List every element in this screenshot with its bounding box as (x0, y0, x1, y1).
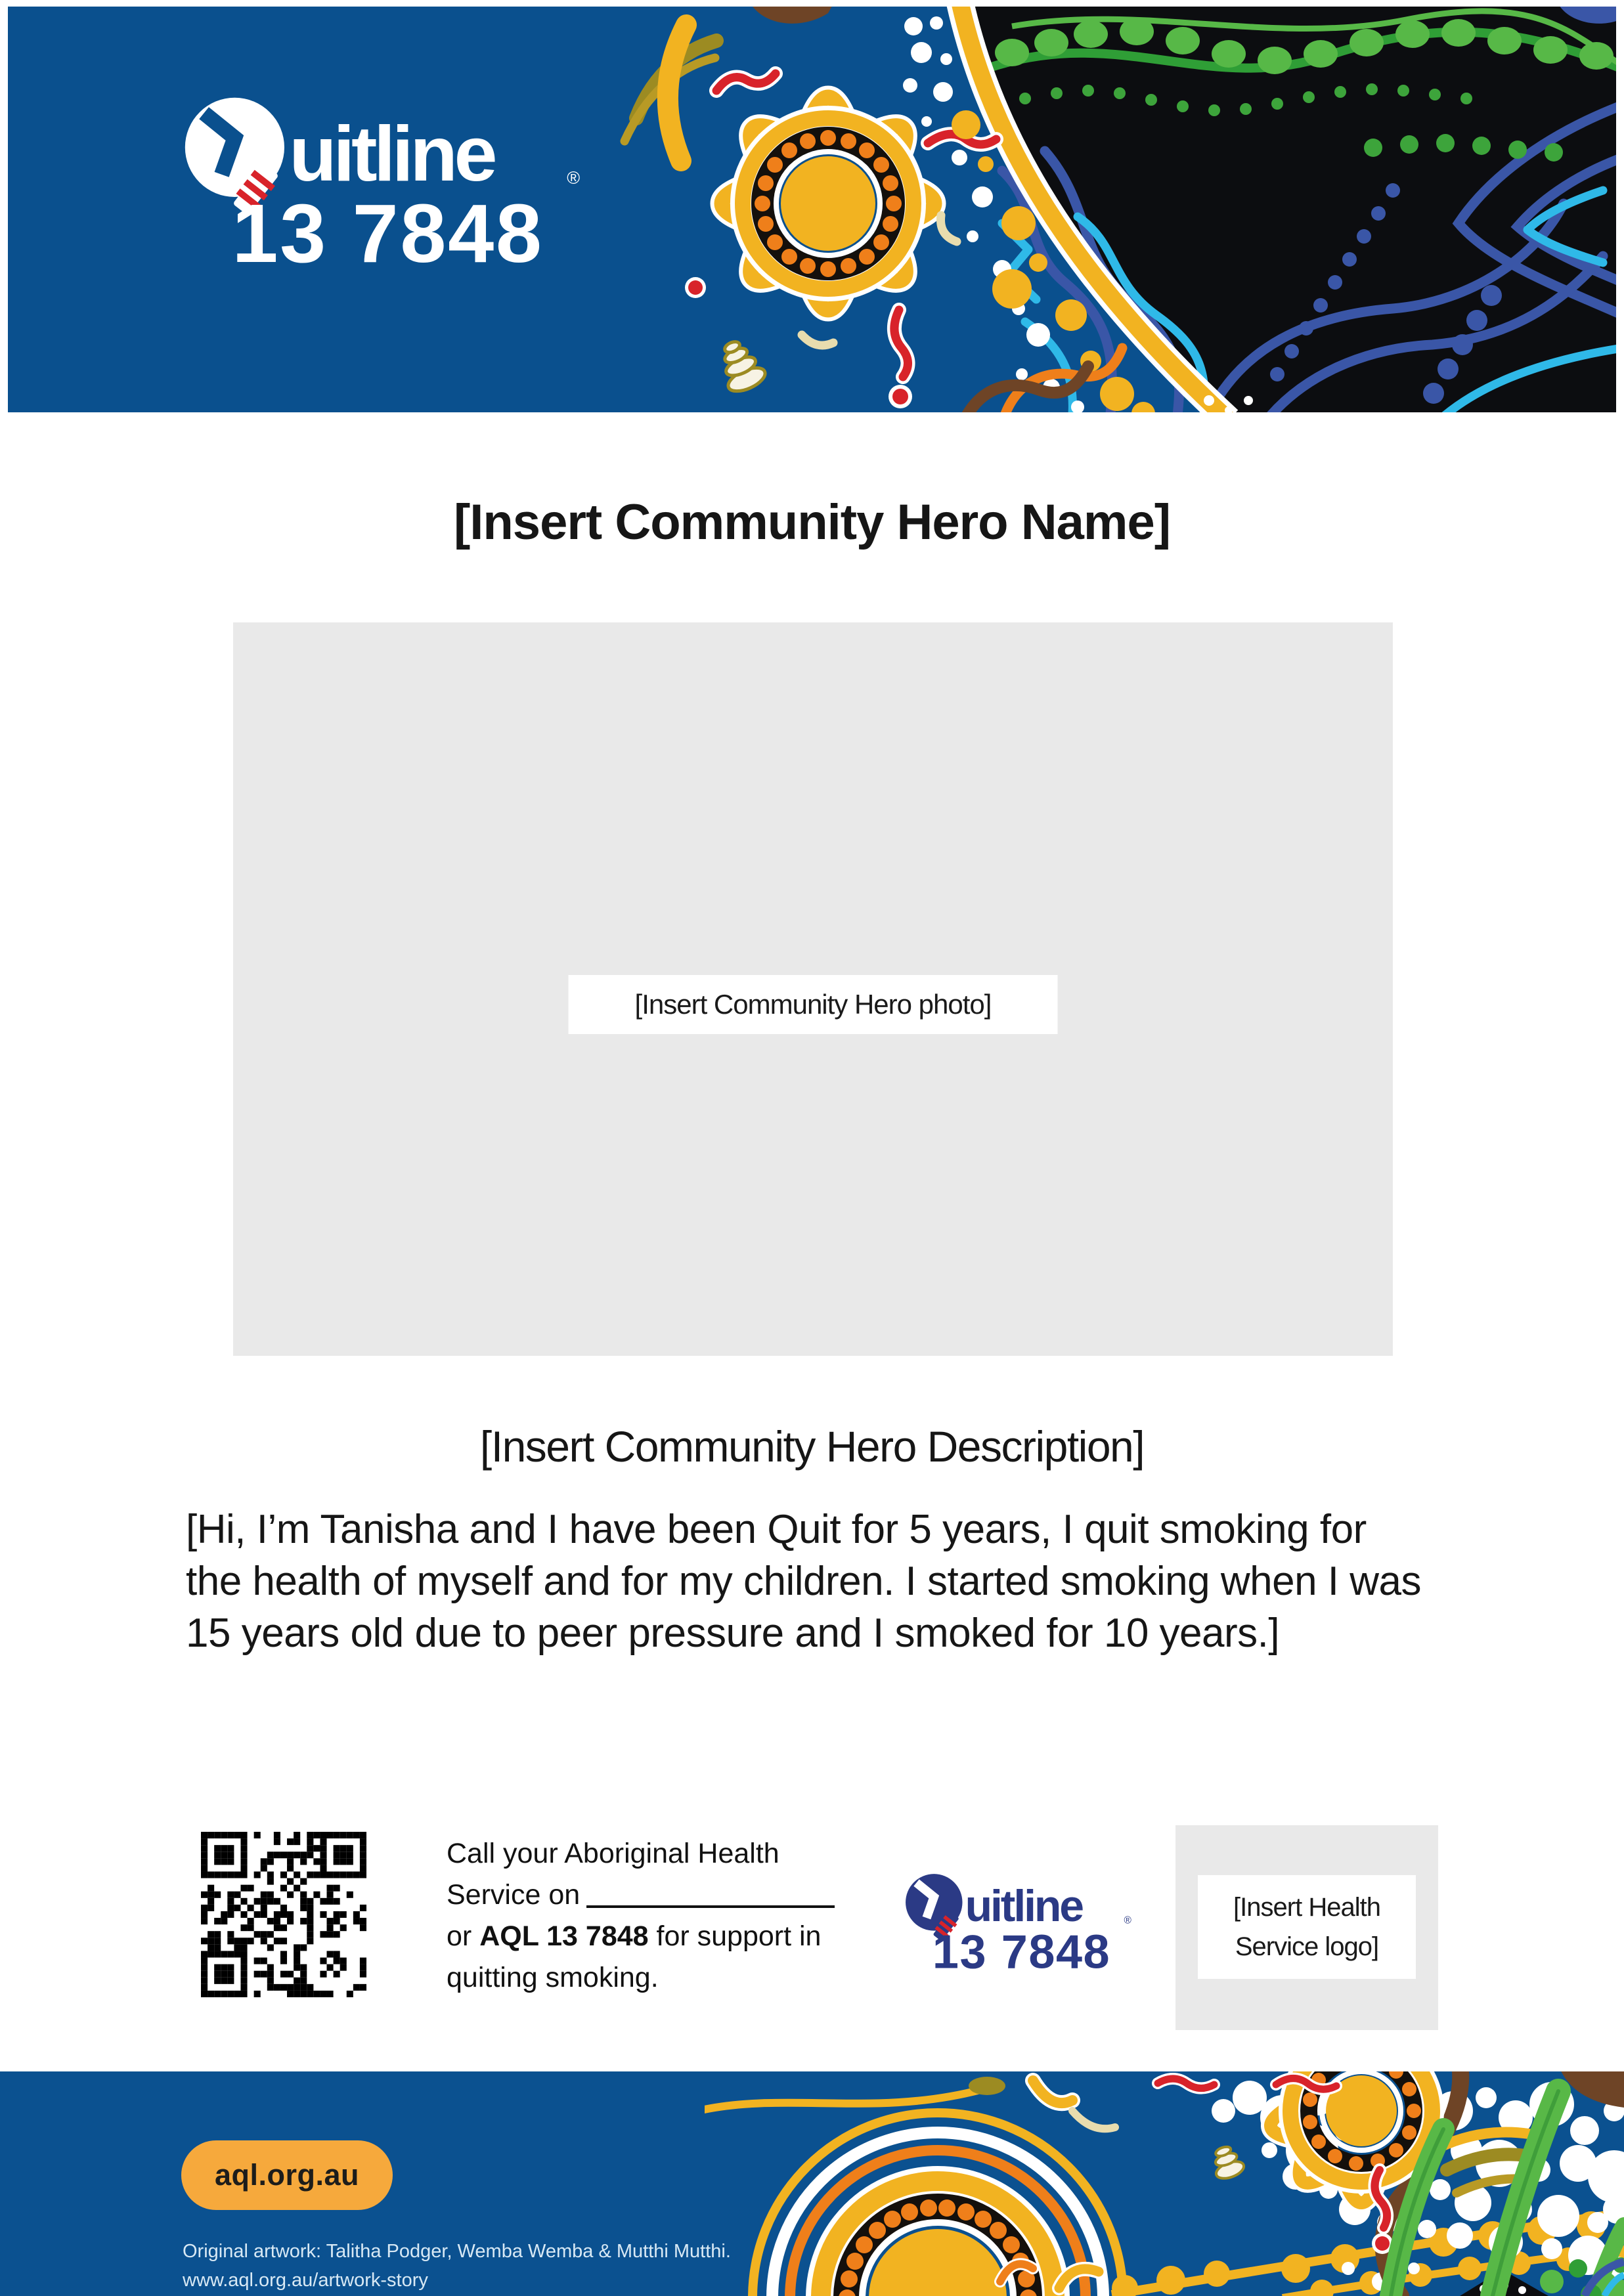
health-service-logo-box (1175, 1825, 1438, 2030)
qr-code (201, 1832, 366, 1997)
artwork-credit-line-2: www.aql.org.au/artwork-story (183, 2270, 428, 2291)
header-artwork (618, 7, 1616, 412)
photo-placeholder (233, 622, 1393, 1356)
registered-mark: ® (567, 168, 581, 188)
hero-story-text: [Hi, I’m Tanisha and I have been Quit for 5 years, I quit smoking for the health of myself and for my children. I started smoking when I was 15 years old due to peer pressure and I smoked for 10 years.] (186, 1507, 1422, 1656)
hero-name-title: [Insert Community Hero Name] (453, 494, 1171, 550)
health-service-logo-label: [Insert Health Service logo] (1198, 1875, 1416, 1979)
logo-wordmark: uitline (289, 110, 494, 198)
aql-url-pill[interactable]: aql.org.au (181, 2140, 393, 2210)
footer-artwork (705, 2071, 1624, 2296)
artwork-credit-line-1: Original artwork: Talitha Podger, Wemba Wemba & Mutthi Mutthi. (183, 2241, 731, 2262)
contact-line-4: quitting smoking. (447, 1962, 659, 1993)
contact-text (447, 1833, 862, 1999)
contact-line-3-pre: or (447, 1920, 480, 1952)
phone-write-in-line (586, 1905, 835, 1908)
contact-line-3-post: for support in (648, 1920, 822, 1952)
logo-phone: 13 7848 (932, 1926, 1111, 1975)
contact-line-2: Service on (447, 1879, 581, 1911)
contact-line-1: Call your Aboriginal Health (447, 1838, 779, 1869)
logo-phone: 13 7848 (232, 187, 544, 274)
photo-placeholder-label: [Insert Community Hero photo] (569, 975, 1058, 1034)
header-banner (8, 7, 1616, 412)
logo-wordmark: uitline (965, 1882, 1082, 1932)
artwork-credit (183, 2237, 731, 2295)
aql-phone-bold: AQL 13 7848 (479, 1920, 649, 1952)
quitline-logo-footer (905, 1870, 1135, 1975)
hero-description-title: [Insert Community Hero Description] (479, 1422, 1145, 1471)
footer-banner (0, 2071, 1624, 2296)
quitline-logo-header (184, 91, 586, 274)
registered-mark: ® (1124, 1915, 1131, 1926)
